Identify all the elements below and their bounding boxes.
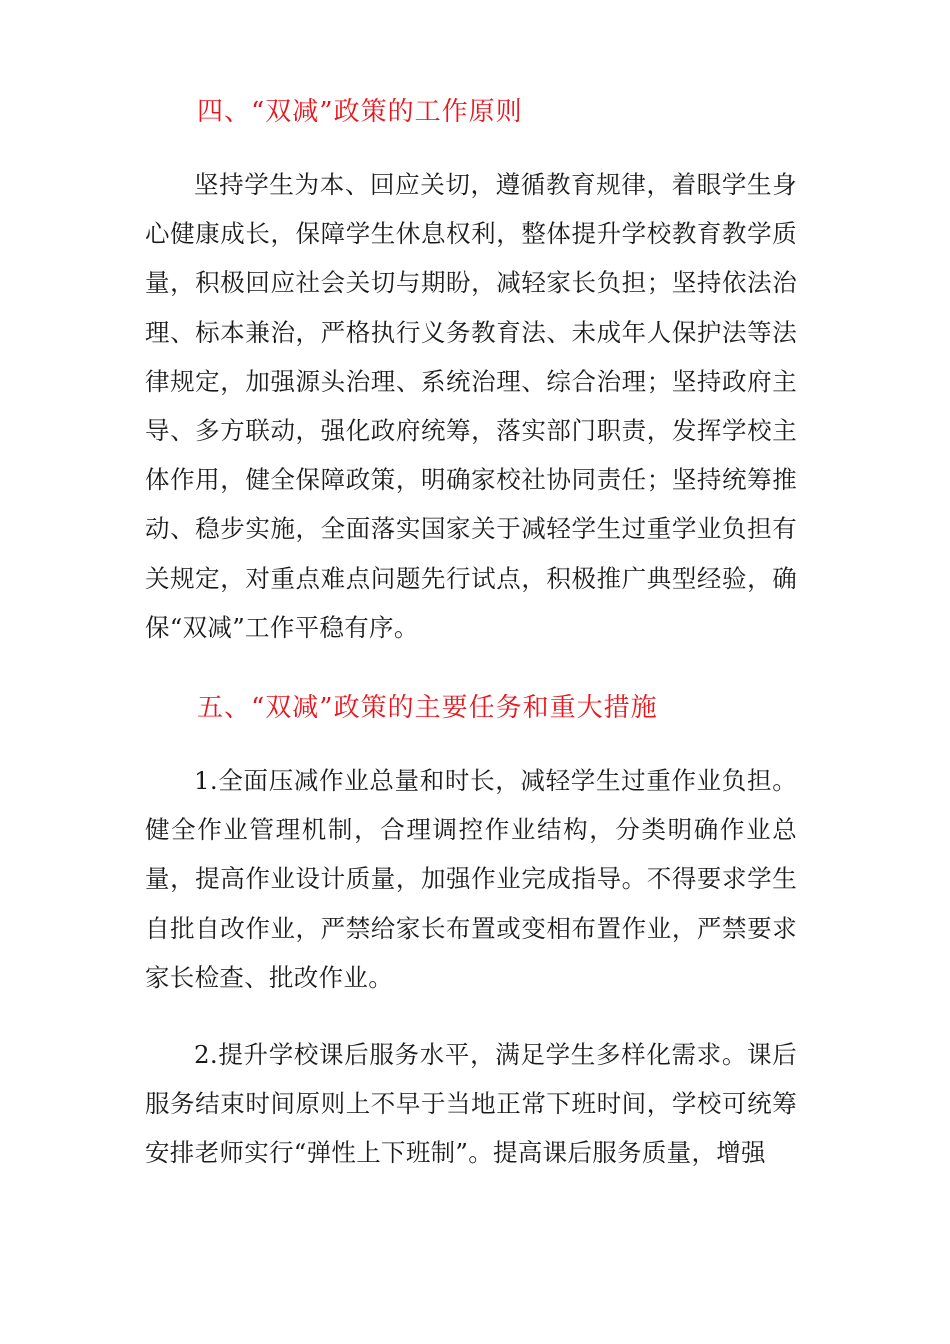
paragraph-task-2: 2.提升学校课后服务水平，满足学生多样化需求。课后服务结束时间原则上不早于当地正常下班时间，学校可统筹安排老师实行“弹性上下班制”。提高课后服务质量，增强	[145, 1040, 797, 1168]
section-heading-principles: 四、“双减”政策的工作原则	[197, 97, 523, 127]
section-heading-tasks: 五、“双减”政策的主要任务和重大措施	[197, 693, 658, 723]
paragraph-principles: 坚持学生为本、回应关切，遵循教育规律，着眼学生身心健康成长，保障学生休息权利，整体提升学校教育教学质量，积极回应社会关切与期盼，减轻家长负担；坚持依法治理、标本兼治，严格执行义务教育法、未成年人保护法等法律规定，加强源头治理、系统治理、综合治理；坚持政府主导、多方联动，强化政府统筹，落实部门职责，发挥学校主体作用，健全保障政策，明确家校社协同责任；坚持统筹推动、稳步实施，全面落实国家关于减轻学生过重学业负担有关规定，对重点难点问题先行试点，积极推广典型经验，确保“双减”工作平稳有序。	[145, 170, 797, 642]
paragraph-task-1: 1.全面压减作业总量和时长，减轻学生过重作业负担。健全作业管理机制，合理调控作业结构，分类明确作业总量，提高作业设计质量，加强作业完成指导。不得要求学生自批自改作业，严禁给家长布置或变相布置作业，严禁要求家长检查、批改作业。	[145, 766, 797, 992]
